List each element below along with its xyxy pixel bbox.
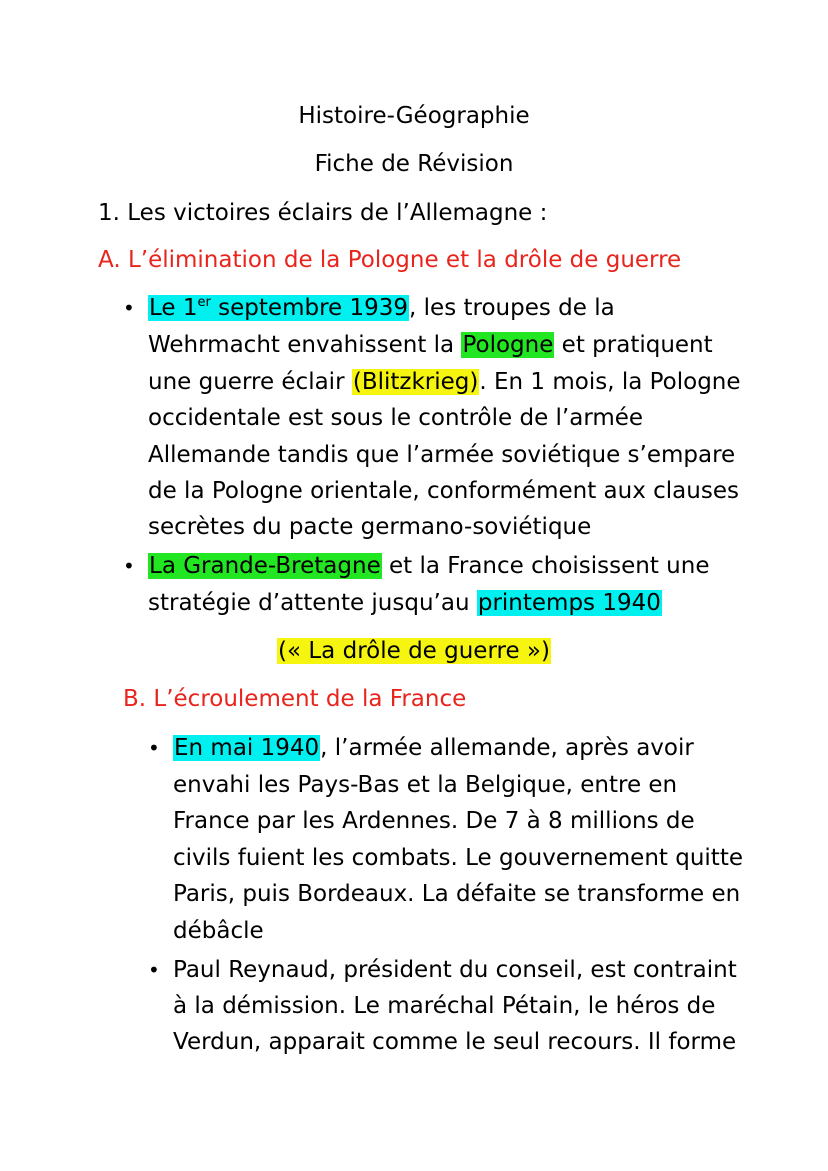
b-bullet1-line4: civils fuient les combats. Le gouvernement quitte [173,845,743,871]
section-a-heading: A. L’élimination de la Pologne et la drôle de guerre [98,247,682,273]
country-highlight: Pologne [462,332,554,358]
section-1-heading: 1. Les victoires éclairs de l’Allemagne : [98,200,548,226]
b-bullet2-line1: Paul Reynaud, président du conseil, est contraint [173,957,737,983]
b-bullet1-line5: Paris, puis Bordeaux. La défaite se transforme en [173,881,741,907]
a-bullet1-line1: Le 1er septembre 1939, les troupes de la [149,295,615,321]
date-highlight: Le 1er septembre 1939 [149,295,409,321]
term-highlight: (Blitzkrieg) [352,369,479,395]
subject-title: Histoire-Géographie [298,103,530,129]
section-b-heading: B. L’écroulement de la France [123,686,467,712]
bullet-icon: • [148,958,160,982]
b-bullet2-line3: Verdun, apparait comme le seul recours. Il forme [173,1029,737,1055]
term-highlight: (« La drôle de guerre ») [278,638,550,664]
bullet-icon: • [123,554,135,578]
bullet-icon: • [123,296,135,320]
a-bullet1-line6: de la Pologne orientale, conformément aux clauses [148,478,739,504]
a-bullet1-line3: une guerre éclair (Blitzkrieg). En 1 mois, la Pologne [148,369,741,395]
bullet-icon: • [148,736,160,760]
a-bullet2-line2: stratégie d’attente jusqu’au printemps 1940 [148,590,661,616]
sheet-title: Fiche de Révision [314,151,514,177]
a-bullet2-line1: La Grande-Bretagne et la France choisissent une [149,553,710,579]
b-bullet1-line2: envahi les Pays-Bas et la Belgique, entre en [173,772,678,798]
a-bullet1-line2: Wehrmacht envahissent la Pologne et pratiquent [148,332,713,358]
date-highlight: printemps 1940 [477,590,661,616]
drole-de-guerre-quote [0,636,828,666]
b-bullet1-line1: En mai 1940, l’armée allemande, après avoir [174,735,694,761]
a-bullet1-line7: secrètes du pacte germano-soviétique [148,514,592,540]
b-bullet1-line3: France par les Ardennes. De 7 à 8 millions de [173,808,695,834]
a-bullet1-line4: occidentale est sous le contrôle de l’armée [148,405,644,431]
a-bullet1-line5: Allemande tandis que l’armée soviétique s’empare [148,442,736,468]
country-highlight: La Grande-Bretagne [149,553,381,579]
date-highlight: En mai 1940 [174,735,320,761]
b-bullet2-line2: à la démission. Le maréchal Pétain, le héros de [173,993,716,1019]
b-bullet1-line6: débâcle [173,918,264,944]
